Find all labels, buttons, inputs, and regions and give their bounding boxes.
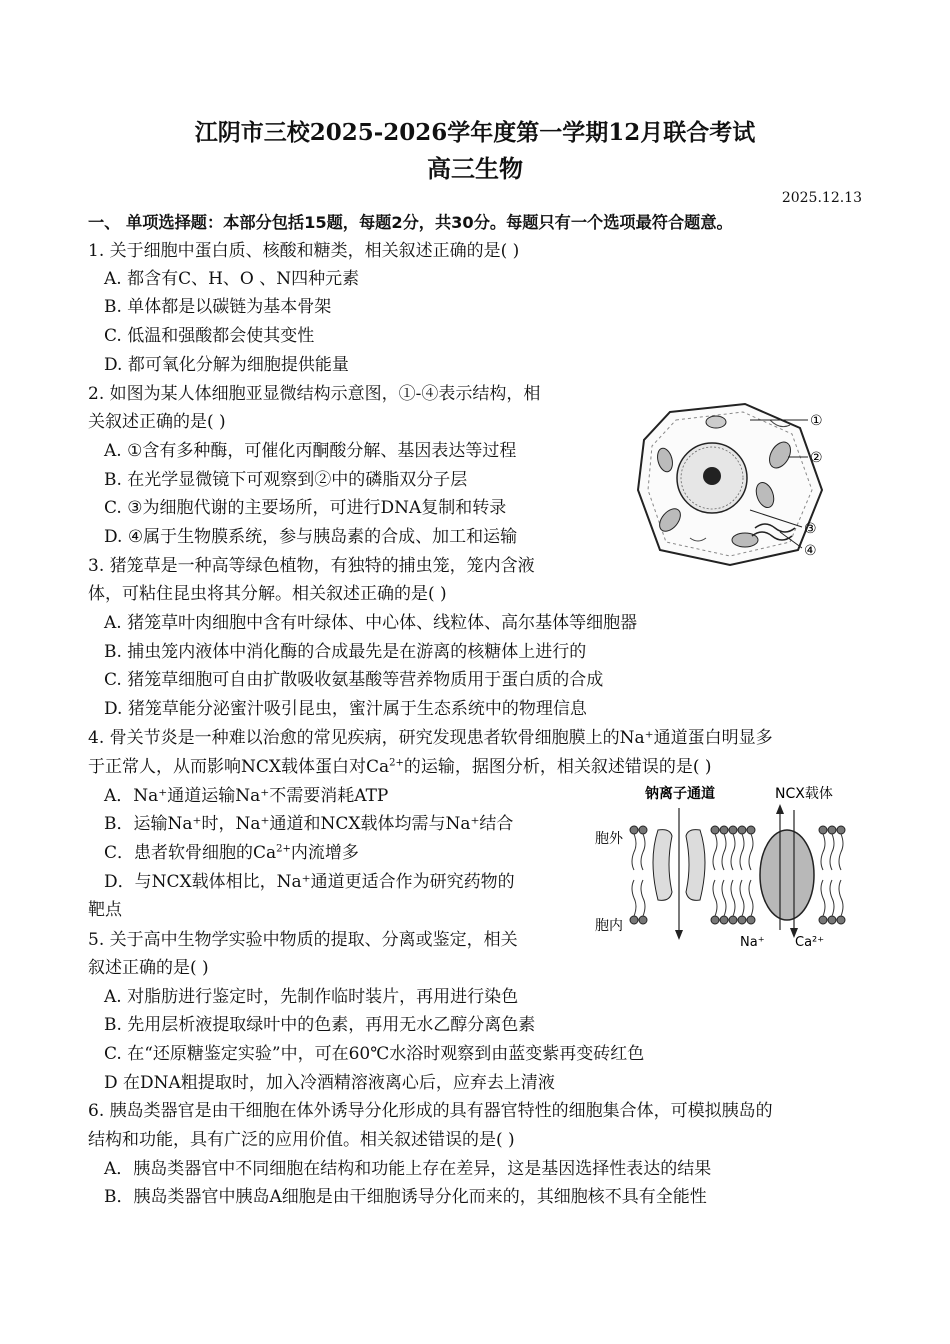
label-na-ion: Na⁺ (740, 935, 765, 950)
label-sodium-channel: 钠离子通道 (645, 786, 715, 802)
q5-stem-line1: 5. 关于高中生物学实验中物质的提取、分离或鉴定，相关 (88, 930, 518, 950)
q3-stem-line1: 3. 猪笼草是一种高等绿色植物，有独特的捕虫笼，笼内含液 (88, 556, 535, 576)
label-ca-ion: Ca²⁺ (795, 935, 825, 950)
lipid-tail (821, 834, 825, 870)
q6-stem-line1: 6. 胰岛类器官是由干细胞在体外诱导分化形成的具有器官特性的细胞集合体，可模拟胰岛的 (88, 1101, 773, 1121)
lipid-head (630, 916, 638, 924)
q4-stem-line2 (88, 756, 712, 778)
q4-option-c-sup: 2+ (276, 843, 291, 855)
label-ncx-carrier: NCX载体 (775, 786, 833, 802)
label-4: ④ (804, 543, 817, 559)
lipid-tail (731, 834, 735, 870)
lipid-tail (731, 880, 735, 916)
lipid-head (729, 916, 737, 924)
q3-option-b: B. 捕虫笼内液体中消化酶的合成最先是在游离的核糖体上进行的 (104, 642, 587, 662)
lipid-tail (821, 880, 825, 916)
cell-structure-diagram (630, 400, 845, 570)
q1-option-c: C. 低温和强酸都会使其变性 (104, 326, 315, 346)
lipid-head (720, 826, 728, 834)
q2-option-a: A. ①含有多种酶，可催化丙酮酸分解、基因表达等过程 (104, 441, 517, 461)
lipid-tail (632, 834, 636, 870)
lipid-head (639, 916, 647, 924)
lipid-tail (632, 880, 636, 916)
lipid-tail (839, 834, 843, 870)
lipid-tail (839, 880, 843, 916)
q5-stem-line2: 叙述正确的是( ) (88, 958, 209, 978)
lipid-head (828, 916, 836, 924)
lipid-tail (740, 880, 744, 916)
q4-stem-line2-a: 于正常人，从而影响NCX载体蛋白对Ca (88, 757, 390, 777)
lipid-head (738, 916, 746, 924)
lipid-head (711, 916, 719, 924)
q4-option-b: B．运输Na⁺时，Na⁺通道和NCX载体均需与Na⁺结合 (104, 814, 514, 834)
label-2: ② (810, 450, 823, 466)
lipid-head (819, 826, 827, 834)
q4-stem-line2-b: 的运输，据图分析，相关叙述错误的是( ) (403, 757, 712, 777)
q5-option-b: B. 先用层析液提取绿叶中的色素，再用无水乙醇分离色素 (104, 1015, 536, 1035)
lipid-tail (641, 880, 645, 916)
q6-option-a: A．胰岛类器官中不同细胞在结构和功能上存在差异，这是基因选择性表达的结果 (104, 1159, 712, 1179)
q3-option-a: A. 猪笼草叶肉细胞中含有叶绿体、中心体、线粒体、高尔基体等细胞器 (104, 613, 638, 633)
q4-option-a: A．Na⁺通道运输Na⁺不需要消耗ATP (104, 786, 389, 806)
q1-option-d: D. 都可氧化分解为细胞提供能量 (104, 355, 349, 375)
lipid-tail (641, 834, 645, 870)
q2-option-c: C. ③为细胞代谢的主要场所，可进行DNA复制和转录 (104, 498, 507, 518)
lipid-tail (740, 834, 744, 870)
lipid-head (738, 826, 746, 834)
q6-option-b: B．胰岛类器官中胰岛A细胞是由干细胞诱导分化而来的，其细胞核不具有全能性 (104, 1187, 707, 1207)
q5-option-a: A. 对脂肪进行鉴定时，先制作临时装片，再用进行染色 (104, 987, 519, 1007)
label-intracellular: 胞内 (595, 918, 623, 934)
subject-title: 高三生物 (427, 154, 523, 183)
q4-option-c-post: 内流增多 (290, 843, 359, 863)
sodium-channel-right (686, 830, 705, 901)
q2-stem-line2: 关叙述正确的是( ) (88, 412, 226, 432)
ncx-carrier (760, 830, 814, 920)
membrane-transport-diagram (590, 780, 855, 955)
q2-stem-line1: 2. 如图为某人体细胞亚显微结构示意图，①-④表示结构，相 (88, 384, 541, 404)
lipid-tail (722, 834, 726, 870)
lipid-tail (830, 880, 834, 916)
label-1: ① (810, 413, 823, 429)
lipid-head (711, 826, 719, 834)
q5-option-c: C. 在“还原糖鉴定实验”中，可在60℃水浴时观察到由蓝变紫再变砖红色 (104, 1044, 645, 1064)
q1-option-a: A. 都含有C、H、O 、N四种元素 (104, 269, 360, 289)
lipid-head (747, 826, 755, 834)
sodium-channel-left (653, 830, 672, 901)
lipid-tail (713, 880, 717, 916)
section-heading: 一、 单项选择题：本部分包括15题，每题2分，共30分。每题只有一个选项最符合题意。 (88, 213, 733, 232)
q4-stem-line1: 4. 骨关节炎是一种难以治愈的常见疾病，研究发现患者软骨细胞膜上的Na⁺通道蛋白明显多 (88, 728, 773, 748)
q2-option-d: D. ④属于生物膜系统，参与胰岛素的合成、加工和运输 (104, 527, 518, 547)
q3-option-d: D. 猪笼草能分泌蜜汁吸引昆虫，蜜汁属于生态系统中的物理信息 (104, 699, 587, 719)
q1-stem: 1. 关于细胞中蛋白质、核酸和糖类，相关叙述正确的是( ) (88, 241, 520, 261)
q1-option-b: B. 单体都是以碳链为基本骨架 (104, 297, 332, 317)
exam-title: 江阴市三校2025-2026学年度第一学期12月联合考试 (194, 119, 756, 146)
q4-stem-line2-sup: 2+ (389, 757, 404, 769)
lipid-tail (830, 834, 834, 870)
lipid-head (729, 826, 737, 834)
lipid-tail (722, 880, 726, 916)
q6-stem-line2: 结构和功能，具有广泛的应用价值。相关叙述错误的是( ) (88, 1130, 515, 1150)
q4-option-c-pre: C．患者软骨细胞的Ca (104, 843, 277, 863)
q3-option-c: C. 猪笼草细胞可自由扩散吸收氨基酸等营养物质用于蛋白质的合成 (104, 670, 604, 690)
q4-option-c (104, 842, 359, 864)
label-3: ③ (804, 521, 817, 537)
lipid-head (819, 916, 827, 924)
q4-option-d-line2: 靶点 (88, 900, 122, 920)
q2-option-b: B. 在光学显微镜下可观察到②中的磷脂双分子层 (104, 470, 468, 490)
lipid-tail (713, 834, 717, 870)
exam-date: 2025.12.13 (781, 190, 862, 206)
q5-option-d: D 在DNA粗提取时，加入冷酒精溶液离心后，应弃去上清液 (104, 1073, 555, 1093)
lipid-head (747, 916, 755, 924)
lipid-head (837, 826, 845, 834)
lipid-head (639, 826, 647, 834)
lipid-head (828, 826, 836, 834)
lipid-tail (749, 834, 753, 870)
lipid-head (720, 916, 728, 924)
lipid-tail (749, 880, 753, 916)
label-extracellular: 胞外 (595, 831, 623, 847)
q4-option-d-line1: D．与NCX载体相比，Na⁺通道更适合作为研究药物的 (104, 872, 515, 892)
lipid-head (837, 916, 845, 924)
nucleolus (703, 467, 721, 485)
lipid-head (630, 826, 638, 834)
q3-stem-line2: 体，可粘住昆虫将其分解。相关叙述正确的是( ) (88, 584, 447, 604)
